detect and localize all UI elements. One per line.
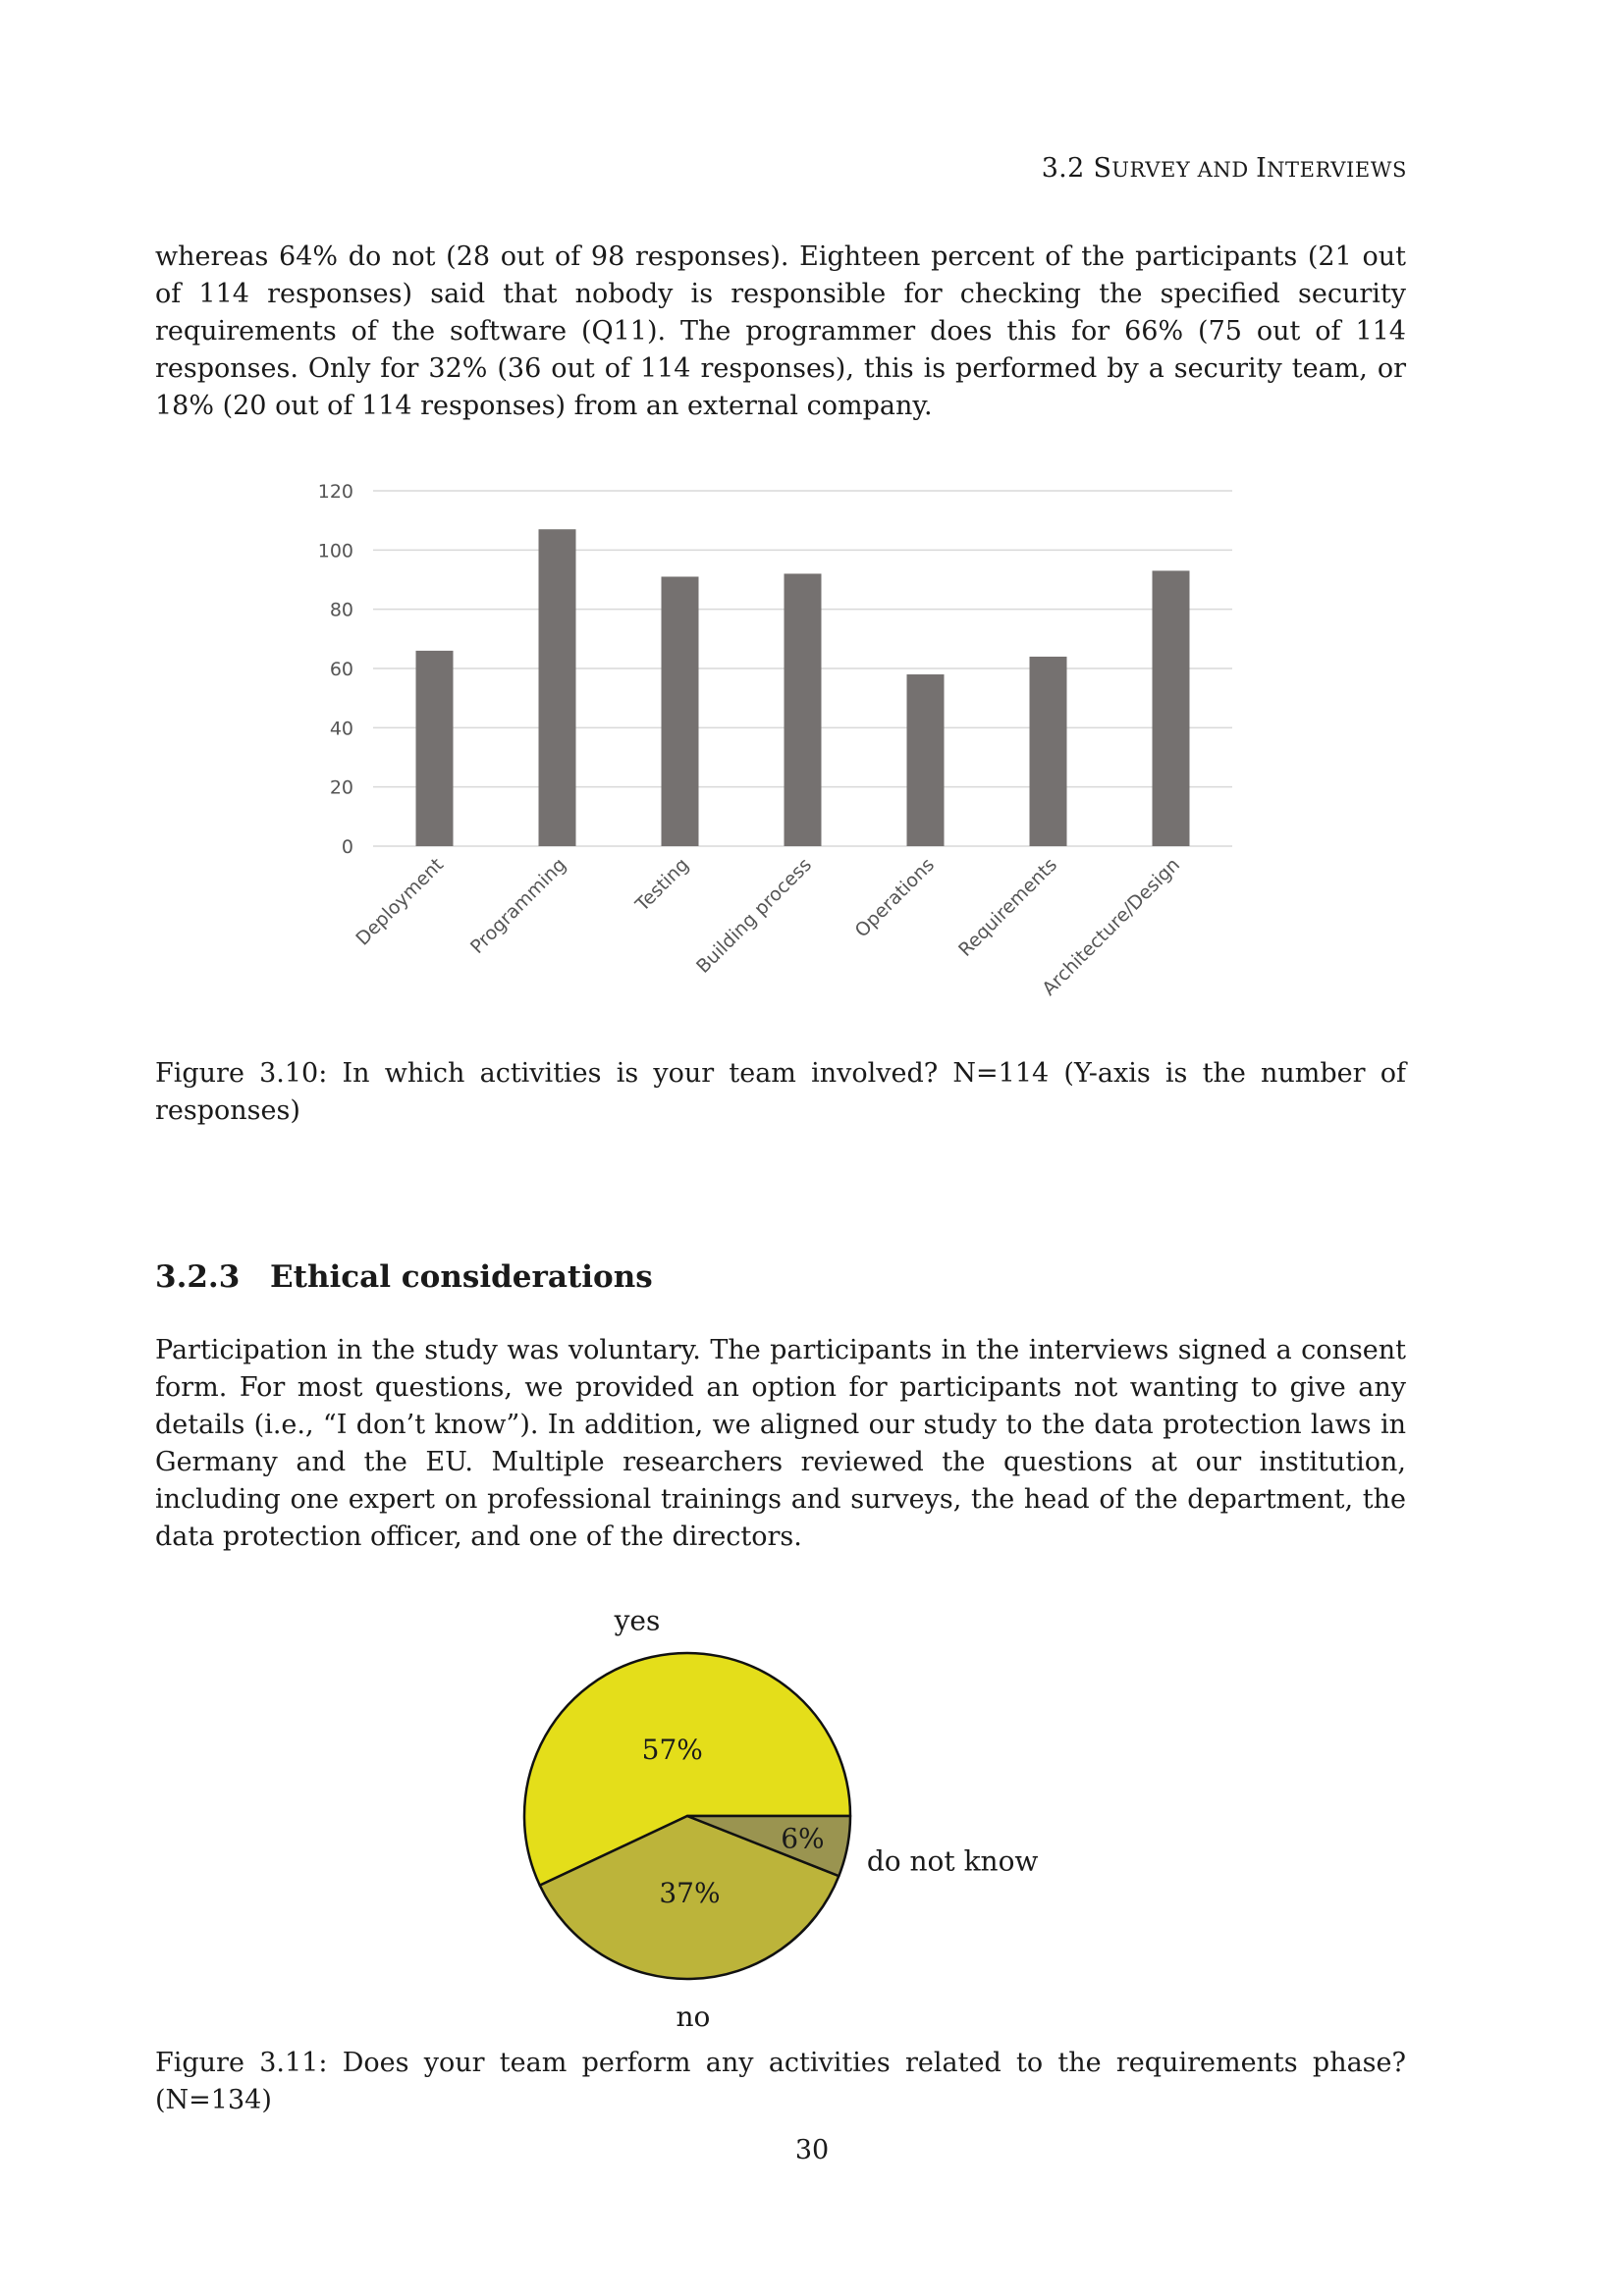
x-category-label-testing: Testing <box>631 853 694 916</box>
bar-requirements <box>1030 657 1067 846</box>
pie-chart-slices <box>524 1653 850 1979</box>
body-paragraph-2: Participation in the study was voluntary. The participants in the interviews signed a consent form. For most questions, we provided an option for participants not wanting to give any details (i.e., “I don’t know”). In addition, we aligned our study to the data protection laws in Germany and the EU. Multiple researchers reviewed the questions at our institution, including one expert on professional trainings and surveys, the head of the department, the data protection officer, and one of the directors. <box>155 1335 1406 1552</box>
bar-chart-y-ticks <box>318 481 353 858</box>
running-head-i: I <box>1256 153 1268 184</box>
running-head-urvey: URVEY AND <box>1111 158 1257 182</box>
bar-architecture-design <box>1153 570 1190 846</box>
pie-value-label-yes: 57% <box>641 1733 703 1766</box>
page-number: 30 <box>794 2135 830 2165</box>
bar-programming <box>539 529 576 846</box>
bar-chart <box>295 471 1257 1031</box>
x-category-label-deployment: Deployment <box>352 853 449 950</box>
pie-value-label-do-not-know: 6% <box>781 1822 825 1855</box>
x-category-label-architecture-design: Architecture/Design <box>1038 853 1185 1000</box>
figure-3-10-caption: Figure 3.10: In which activities is your team involved? N=114 (Y-axis is the number of responses) <box>155 1058 1406 1126</box>
y-tick-label: 0 <box>341 836 353 858</box>
pie-value-label-no: 37% <box>659 1876 721 1909</box>
section-title: Ethical considerations <box>270 1259 653 1295</box>
pie-category-label-yes: yes <box>614 1604 661 1637</box>
y-tick-label: 80 <box>329 599 353 621</box>
bar-chart-x-labels <box>352 854 1184 1000</box>
section-heading <box>155 1259 653 1295</box>
figure-3-11-caption: Figure 3.11: Does your team perform any activities related to the requirements phase? (N=134) <box>155 2048 1406 2115</box>
y-tick-label: 100 <box>317 540 353 562</box>
section-number: 3.2.3 <box>155 1259 241 1295</box>
y-tick-label: 60 <box>329 659 353 680</box>
bar-testing <box>662 576 699 846</box>
body-paragraph-1: whereas 64% do not (28 out of 98 responses). Eighteen percent of the participants (21 out of 114 responses) said that nobody is responsible for checking the specified security requirements of the software (Q11). The programmer does this for 66% (75 out of 114 responses. Only for 32% (36 out of 114 responses), this is performed by a security team, or 18% (20 out of 114 responses) from an external company. <box>155 241 1406 421</box>
running-head-nterviews: NTERVIEWS <box>1267 158 1407 182</box>
x-category-label-operations: Operations <box>850 853 940 942</box>
running-head <box>1042 153 1407 184</box>
bar-building-process <box>785 573 822 846</box>
y-tick-label: 120 <box>317 481 353 503</box>
pie-category-label-do-not-know: do not know <box>866 1844 1039 1878</box>
y-tick-label: 40 <box>329 718 353 740</box>
bar-operations <box>907 674 945 846</box>
pie-category-label-no: no <box>676 2000 711 2027</box>
bar-deployment <box>416 651 454 846</box>
x-category-label-building-process: Building process <box>692 853 817 978</box>
y-tick-label: 20 <box>329 776 353 799</box>
x-category-label-programming: Programming <box>465 853 571 959</box>
pie-chart <box>491 1595 1080 2027</box>
running-head-s: S <box>1093 153 1112 184</box>
running-head-number: 3.2 <box>1041 153 1085 184</box>
x-category-label-requirements: Requirements <box>954 853 1062 961</box>
bar-chart-bars <box>416 529 1190 846</box>
